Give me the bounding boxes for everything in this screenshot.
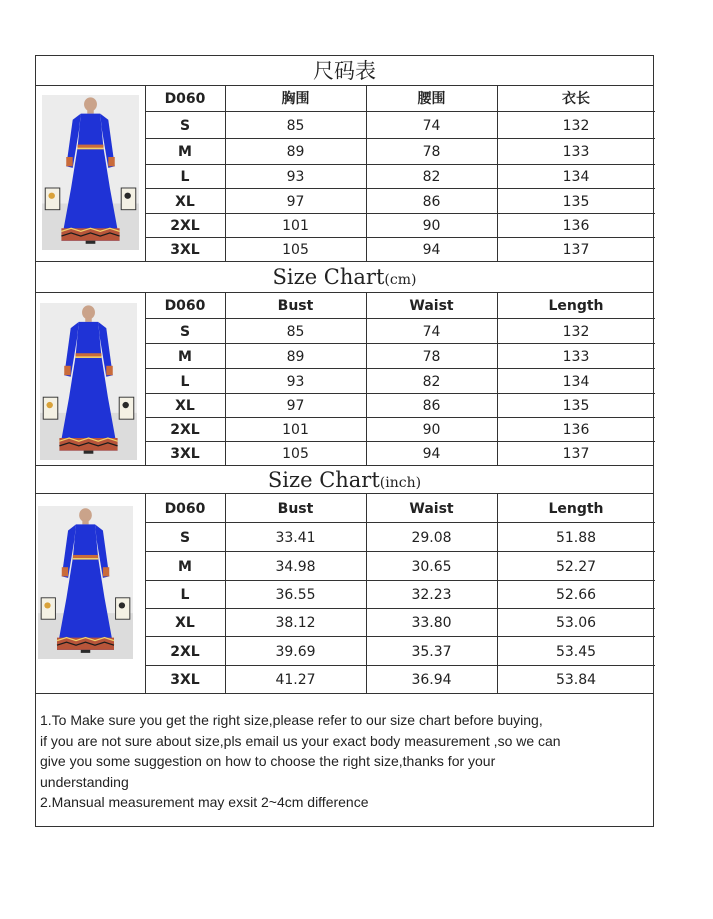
table-title-unit: (inch) [379, 475, 422, 491]
row-divider [145, 343, 655, 344]
size-label: S [179, 323, 191, 340]
note-line: if you are not sure about size,pls email us your exact body measurement ,so we can [40, 732, 561, 749]
table-title-text: 尺码表 [313, 59, 376, 83]
table-title-text: Size Chart [267, 468, 380, 492]
row-divider [145, 213, 655, 214]
column-header: Waist [409, 500, 454, 517]
column-header: Bust [277, 298, 314, 314]
size-label: L [180, 587, 190, 603]
row-divider [145, 188, 655, 189]
table-cell: 105 [282, 446, 309, 462]
row-divider [145, 138, 655, 139]
column-header: Length [548, 500, 604, 517]
table-cell: 136 [562, 422, 590, 438]
table-cell: 36.55 [275, 587, 316, 603]
table-cell: 34.98 [275, 558, 316, 575]
table-cell: 74 [422, 323, 441, 340]
size-label: S [179, 529, 191, 546]
row-divider [145, 608, 655, 609]
table-title-unit: (cm) [384, 272, 417, 288]
note-line: 2.Mansual measurement may exsit 2~4cm difference [40, 794, 369, 810]
table-cell: 97 [286, 193, 305, 210]
table-cell: 135 [562, 193, 590, 210]
notes-block [40, 710, 640, 813]
dress-photo [38, 506, 133, 659]
table-cell: 52.66 [555, 587, 597, 603]
table-cell: 51.88 [555, 529, 597, 546]
table-cell: 53.84 [555, 672, 597, 688]
table-cell: 89 [286, 348, 305, 365]
row-divider [145, 164, 655, 165]
table-cell: 101 [282, 422, 309, 438]
size-label: 3XL [170, 446, 200, 462]
table-cell: 33.80 [411, 615, 452, 631]
table-cell: 90 [422, 422, 441, 438]
divider [36, 465, 653, 466]
table-cell: 133 [562, 144, 590, 160]
table-cell: 137 [562, 242, 590, 258]
table-cell: 74 [422, 117, 441, 134]
table-cell: 39.69 [275, 643, 316, 660]
row-divider [145, 665, 655, 666]
note-line: give you some suggestion on how to choose the right size,thanks for your [40, 753, 496, 769]
table-cell: 86 [422, 193, 441, 210]
size-label: 3XL [170, 672, 200, 688]
table-cell: 41.27 [275, 672, 316, 688]
table-cell: 97 [286, 398, 305, 414]
table-cell: 35.37 [411, 643, 452, 660]
table-cell: 78 [422, 144, 441, 160]
row-divider [145, 551, 655, 552]
size-label: L [180, 169, 190, 185]
row-divider [36, 85, 653, 86]
table-cell: 32.23 [411, 587, 452, 603]
row-divider [36, 292, 653, 293]
column-header: 腰围 [417, 91, 446, 107]
table-cell: 38.12 [275, 615, 316, 631]
table-title [36, 263, 653, 294]
table-cell: 137 [562, 446, 590, 462]
table-title [36, 58, 653, 87]
size-label: XL [175, 193, 195, 210]
size-label: 2XL [170, 218, 200, 234]
table-cell: 93 [286, 373, 305, 390]
size-chart-frame [35, 55, 654, 827]
column-header: Waist [409, 298, 454, 314]
table-cell: 85 [286, 117, 305, 134]
table-cell: 134 [562, 169, 590, 185]
table-cell: 89 [286, 144, 305, 160]
table-cell: 93 [286, 169, 305, 185]
table-cell: 133 [562, 348, 590, 365]
table-cell: 52.27 [555, 558, 597, 575]
size-label: S [179, 117, 191, 134]
table-title [36, 467, 653, 495]
table-cell: 134 [562, 373, 590, 390]
dress-photo [42, 95, 139, 250]
size-label: XL [175, 615, 195, 631]
column-header: D060 [164, 91, 206, 107]
row-divider [145, 417, 655, 418]
column-header: 胸围 [281, 91, 310, 107]
size-label: 2XL [170, 643, 200, 660]
column-header: D060 [164, 298, 206, 314]
table-cell: 90 [422, 218, 441, 234]
table-cell: 85 [286, 323, 305, 340]
table-cell: 101 [282, 218, 309, 234]
table-cell: 78 [422, 348, 441, 365]
column-header: 衣长 [562, 91, 590, 107]
size-label: 2XL [170, 422, 200, 438]
row-divider [145, 237, 655, 238]
table-cell: 136 [562, 218, 590, 234]
table-cell: 53.06 [555, 615, 597, 631]
dress-photo [40, 303, 137, 460]
table-cell: 29.08 [411, 529, 452, 546]
size-label: 3XL [170, 242, 200, 258]
divider [36, 261, 653, 262]
row-divider [145, 580, 655, 581]
table-cell: 36.94 [411, 672, 452, 688]
size-label: XL [175, 398, 195, 414]
row-divider [36, 493, 653, 494]
table-cell: 53.45 [555, 643, 597, 660]
table-cell: 82 [422, 169, 441, 185]
note-line: 1.To Make sure you get the right size,please refer to our size chart before buying, [40, 712, 543, 728]
row-divider [145, 393, 655, 394]
table-cell: 30.65 [411, 558, 452, 575]
column-header: Length [548, 298, 604, 314]
size-label: M [178, 348, 192, 365]
table-cell: 82 [422, 373, 441, 390]
row-divider [145, 318, 655, 319]
size-label: M [178, 558, 192, 575]
row-divider [145, 111, 655, 112]
table-cell: 132 [562, 117, 590, 134]
size-label: M [178, 144, 192, 160]
note-line: understanding [40, 773, 129, 790]
table-cell: 132 [562, 323, 590, 340]
table-cell: 94 [422, 446, 441, 462]
row-divider [145, 368, 655, 369]
row-divider [145, 522, 655, 523]
row-divider [145, 636, 655, 637]
table-title-text: Size Chart [272, 265, 385, 289]
table-cell: 33.41 [275, 529, 316, 546]
size-label: L [180, 373, 190, 390]
table-cell: 105 [282, 242, 309, 258]
row-divider [145, 441, 655, 442]
divider [36, 693, 653, 694]
table-cell: 94 [422, 242, 441, 258]
column-header: D060 [164, 500, 206, 517]
table-cell: 135 [562, 398, 590, 414]
column-header: Bust [277, 500, 314, 517]
table-cell: 86 [422, 398, 441, 414]
